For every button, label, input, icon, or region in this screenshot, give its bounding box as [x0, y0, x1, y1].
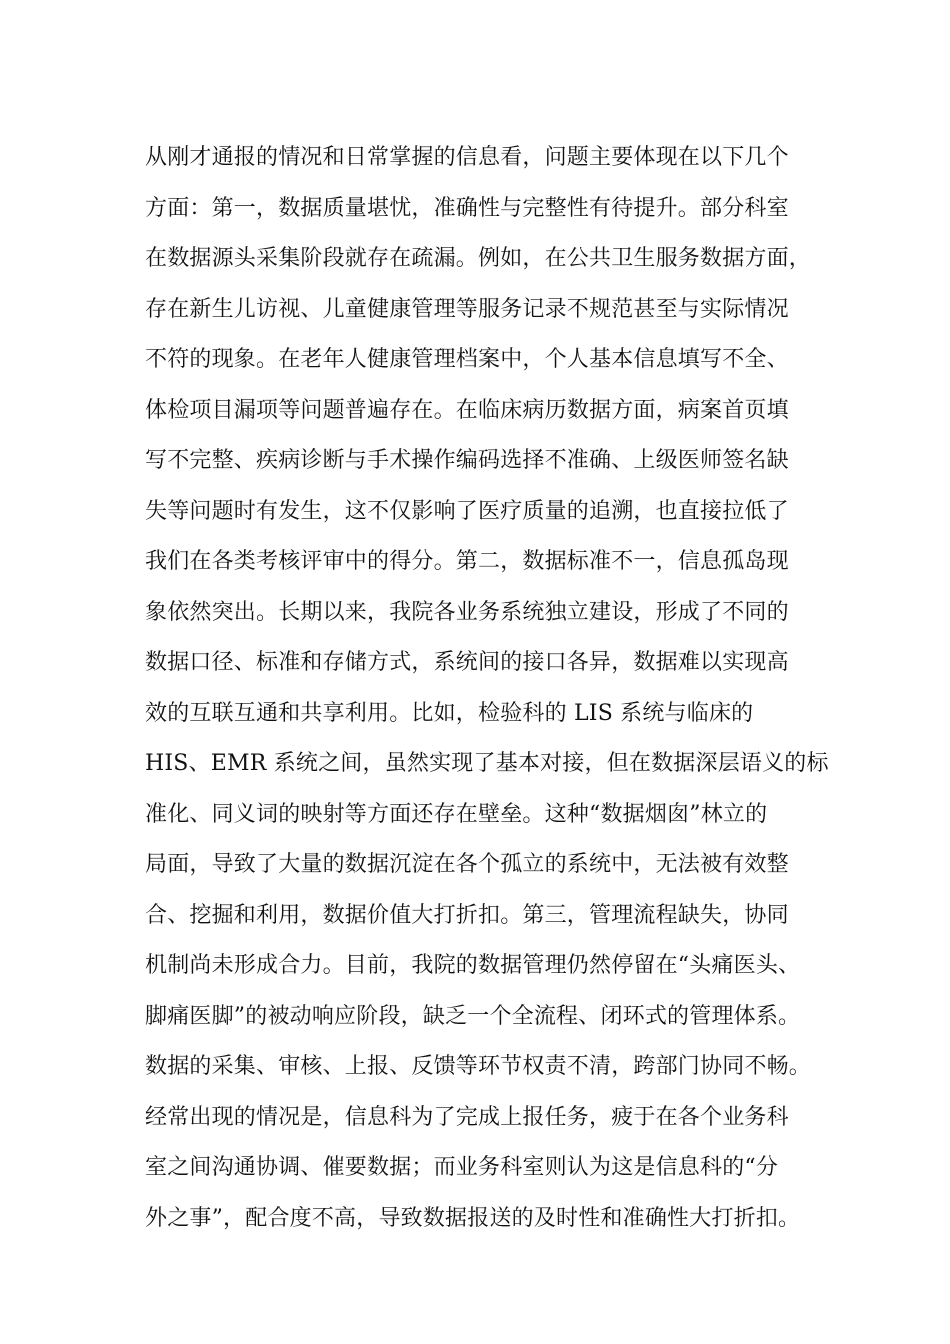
text-line-8: 失等问题时有发生，这不仅影响了医疗质量的追溯，也直接拉低了 — [145, 498, 789, 524]
text-line-16: 合、挖掘和利用，数据价值大打折扣。第三，管理流程缺失，协同 — [145, 902, 789, 928]
text-line-17: 机制尚未形成合力。目前，我院的数据管理仍然停留在“头痛医头、 — [145, 953, 801, 978]
text-line-2: 方面：第一，数据质量堪忧，准确性与完整性有待提升。部分科室 — [145, 195, 789, 221]
text-line-3: 在数据源头采集阶段就存在疏漏。例如，在公共卫生服务数据方面， — [145, 246, 812, 271]
text-line-14: 准化、同义词的映射等方面还存在壁垒。这种“数据烟囱”林立的 — [145, 801, 768, 827]
text-line-15: 局面，导致了大量的数据沉淀在各个孤立的系统中，无法被有效整 — [145, 852, 789, 877]
text-line-12: 效的互联互通和共享利用。比如，检验科的 LIS 系统与临床的 — [145, 700, 754, 726]
text-line-7: 写不完整、疾病诊断与手术操作编码选择不准确、上级医师签名缺 — [145, 448, 789, 473]
text-line-4: 存在新生儿访视、儿童健康管理等服务记录不规范甚至与实际情况 — [145, 296, 789, 322]
text-line-19: 数据的采集、审核、上报、反馈等环节权责不清，跨部门协同不畅。 — [145, 1054, 812, 1079]
text-line-20: 经常出现的情况是，信息科为了完成上报任务，疲于在各个业务科 — [145, 1104, 789, 1130]
text-line-21: 室之间沟通协调、催要数据；而业务科室则认为这是信息科的“分 — [145, 1155, 779, 1180]
body-paragraph — [145, 133, 829, 1244]
text-line-13: HIS、EMR 系统之间，虽然实现了基本对接，但在数据深层语义的标 — [145, 751, 829, 776]
text-line-22: 外之事”，配合度不高，导致数据报送的及时性和准确性大打折扣。 — [145, 1205, 801, 1231]
text-line-18: 脚痛医脚”的被动响应阶段，缺乏一个全流程、闭环式的管理体系。 — [145, 1003, 801, 1029]
text-line-1: 从刚才通报的情况和日常掌握的信息看，问题主要体现在以下几个 — [145, 145, 789, 170]
text-line-9: 我们在各类考核评审中的得分。第二，数据标准不一，信息孤岛现 — [145, 549, 789, 574]
text-line-6: 体检项目漏项等问题普遍存在。在临床病历数据方面，病案首页填 — [145, 397, 789, 423]
text-line-11: 数据口径、标准和存储方式，系统间的接口各异，数据难以实现高 — [145, 650, 789, 675]
text-line-10: 象依然突出。长期以来，我院各业务系统独立建设，形成了不同的 — [145, 599, 789, 625]
text-line-5: 不符的现象。在老年人健康管理档案中，个人基本信息填写不全、 — [145, 347, 789, 372]
